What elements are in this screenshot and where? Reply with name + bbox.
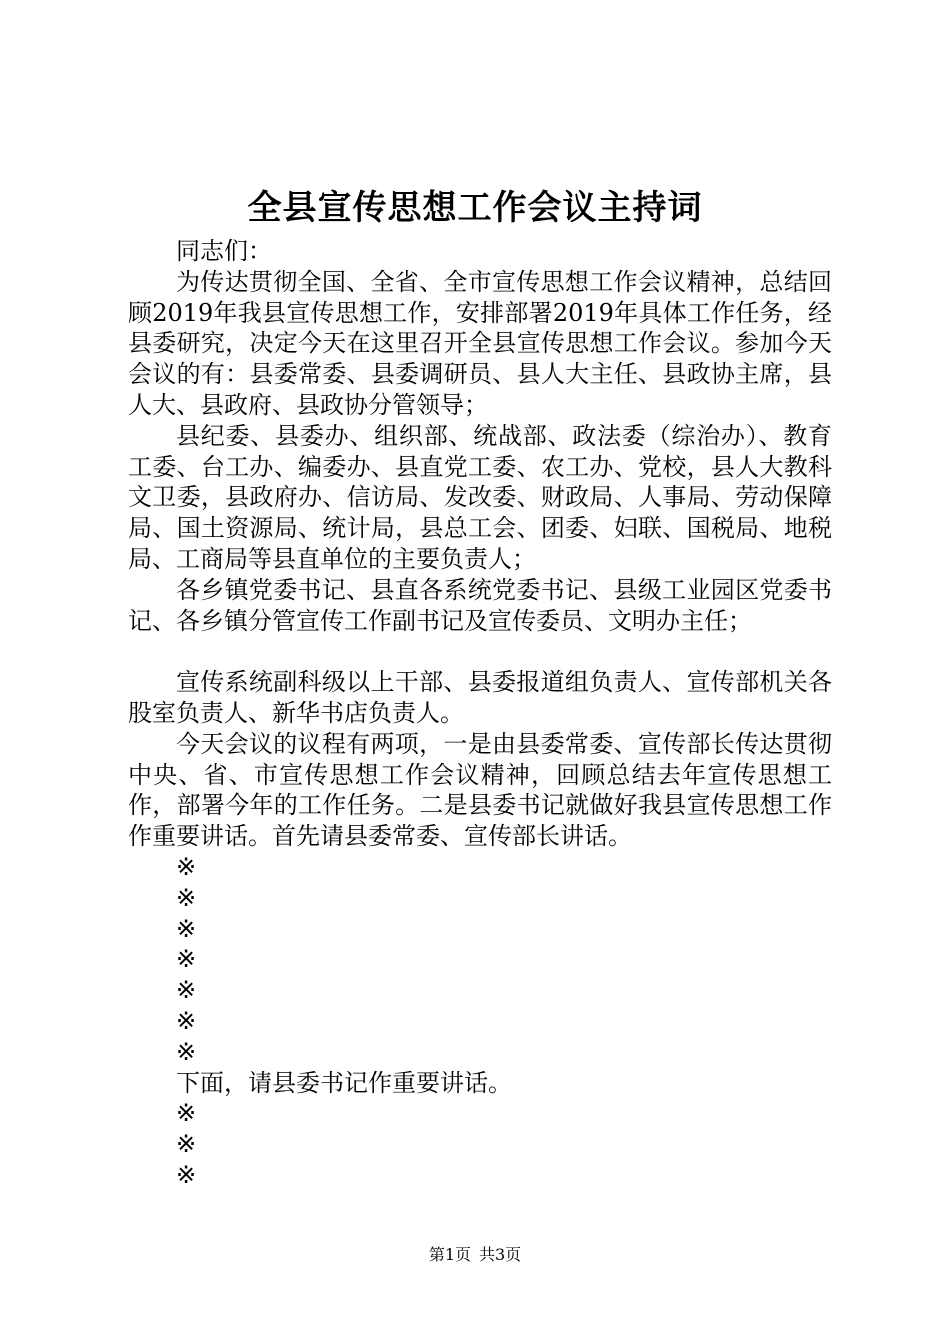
paragraph-3: 各乡镇党委书记、县直各系统党委书记、县级工业园区党委书记、各乡镇分管宣传工作副书记及宣传委员、文明办主任； — [128, 575, 832, 635]
closing-line: 下面，请县委书记作重要讲话。 — [176, 1068, 512, 1097]
paragraph-2: 县纪委、县委办、组织部、统战部、政法委（综治办）、教育工委、台工办、编委办、县直党工委、农工办、党校，县人大教科文卫委，县政府办、信访局、发改委、财政局、人事局、劳动保障局、国土资源局、统计局，县总工会、团委、妇联、国税局、地税局、工商局等县直单位的主要负责人； — [128, 421, 832, 573]
paragraph-1: 为传达贯彻全国、全省、全市宣传思想工作会议精神，总结回顾2019年我县宣传思想工作，安排部署2019年具体工作任务，经县委研究，决定今天在这里召开全县宣传思想工作会议。参加今天会议的有：县委常委、县委调研员、县人大主任、县政协主席，县人大、县政府、县政协分管领导； — [128, 267, 832, 419]
page-footer — [0, 1243, 950, 1267]
reference-mark: ※ — [176, 1130, 197, 1159]
reference-mark: ※ — [176, 1160, 197, 1189]
reference-mark: ※ — [176, 914, 197, 943]
document-body — [128, 236, 832, 1191]
document-title: 全县宣传思想工作会议主持词 — [247, 188, 703, 228]
reference-mark: ※ — [176, 1037, 197, 1066]
page-total: 共3页 — [479, 1245, 522, 1264]
reference-mark: ※ — [176, 852, 197, 881]
paragraph-5: 今天会议的议程有两项，一是由县委常委、宣传部长传达贯彻中央、省、市宣传思想工作会议精神，回顾总结去年宣传思想工作，部署今年的工作任务。二是县委书记就做好我县宣传思想工作作重要讲话。首先请县委常委、宣传部长讲话。 — [128, 729, 832, 851]
reference-mark: ※ — [176, 945, 197, 974]
reference-mark: ※ — [176, 976, 197, 1005]
reference-mark: ※ — [176, 1006, 197, 1035]
reference-mark: ※ — [176, 1099, 197, 1128]
paragraph-4: 宣传系统副科级以上干部、县委报道组负责人、宣传部机关各股室负责人、新华书店负责人。 — [128, 668, 832, 727]
greeting: 同志们： — [176, 237, 272, 265]
page-number: 第1页 — [428, 1245, 471, 1264]
blank-line — [128, 636, 832, 667]
reference-mark: ※ — [176, 883, 197, 912]
